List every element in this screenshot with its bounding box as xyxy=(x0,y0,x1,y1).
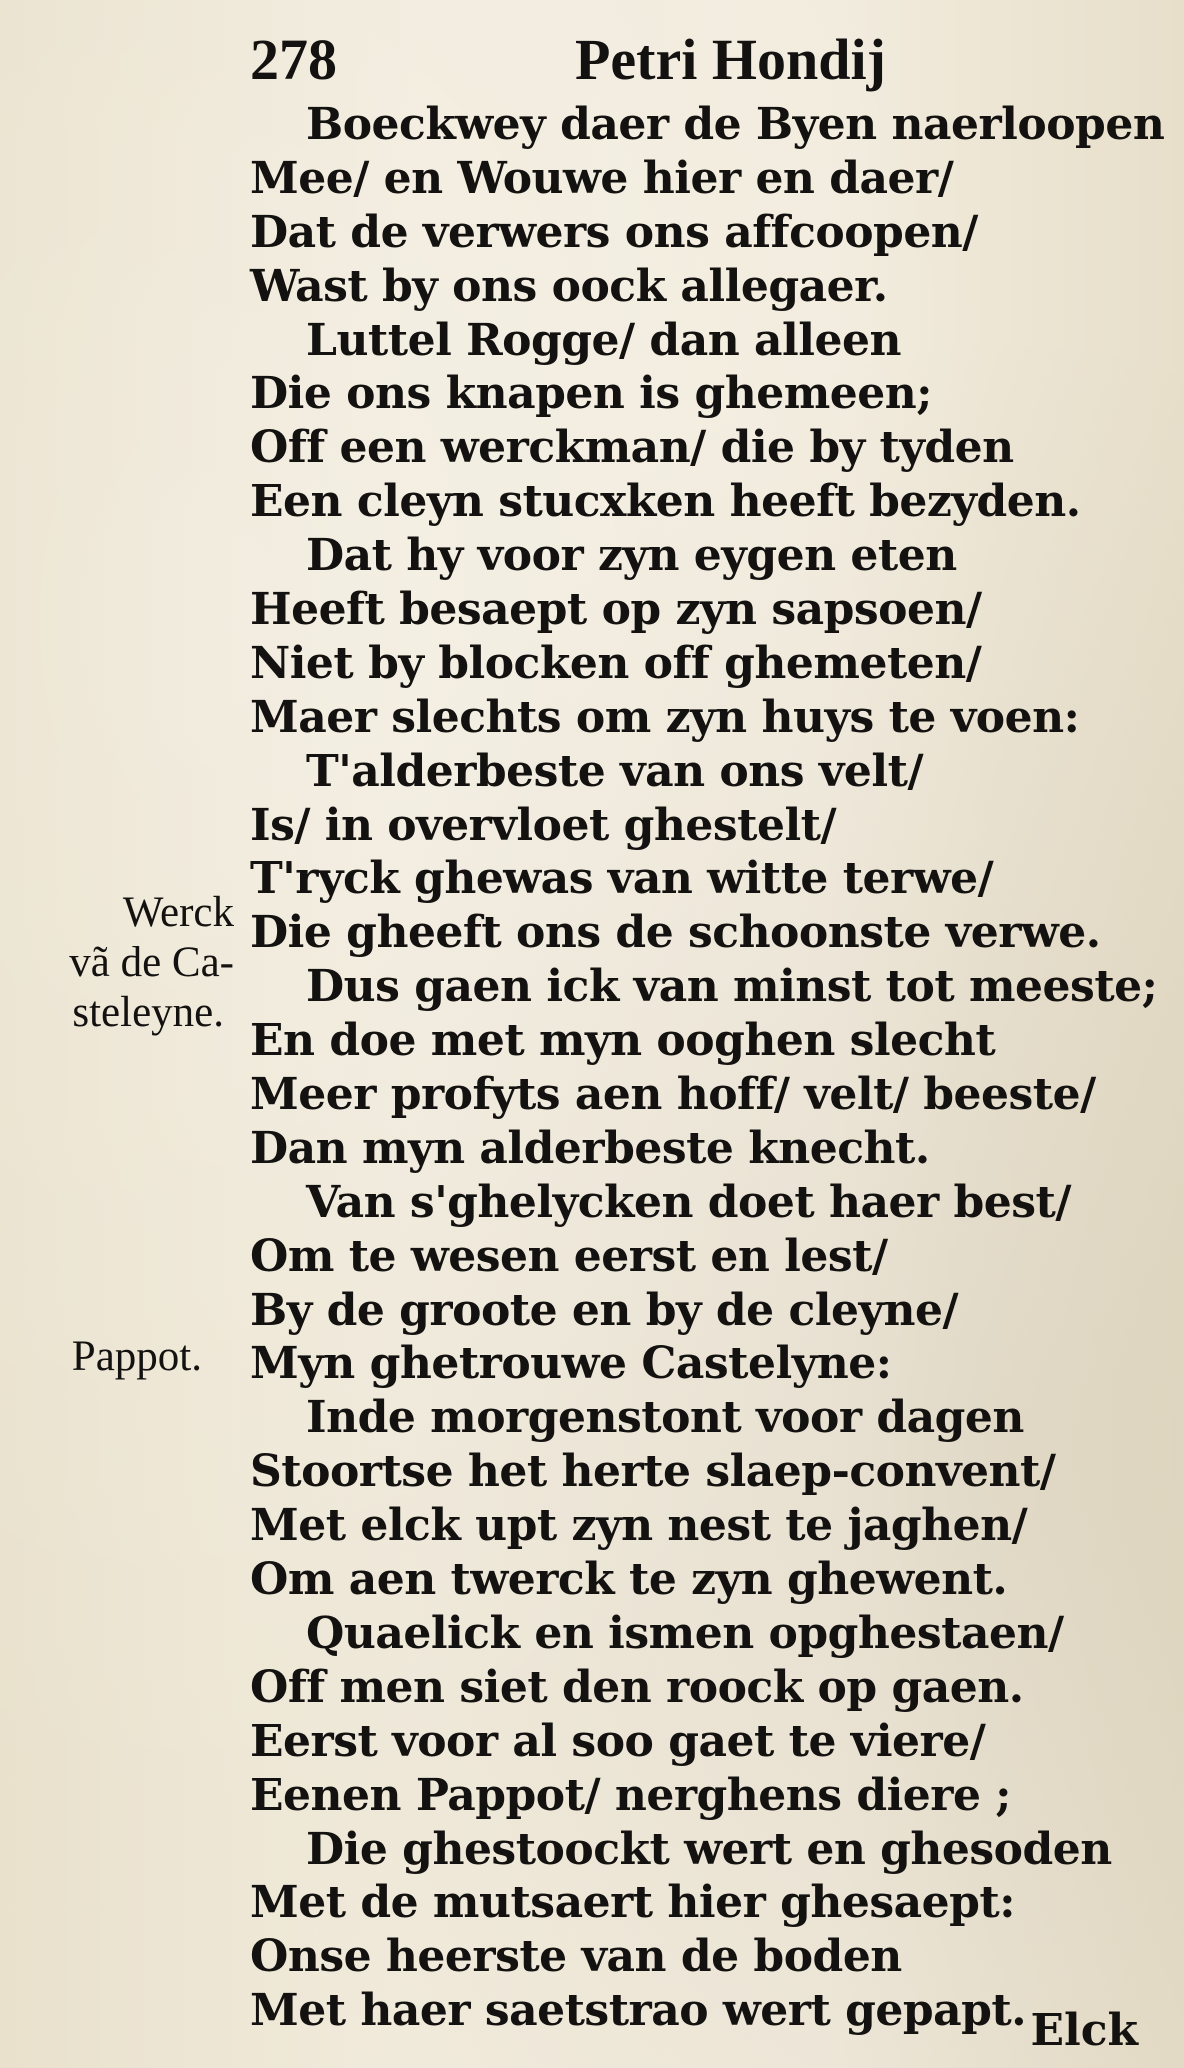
verse-line: Van s'ghelycken doet haer best/ xyxy=(306,1176,1071,1228)
verse-line: By de groote en by de cleyne/ xyxy=(250,1284,959,1336)
verse-line: Off men siet den roock op gaen. xyxy=(250,1661,1024,1713)
margin-note-castelyne-line-2: vã de Ca- xyxy=(69,939,234,986)
verse-line: Meer profyts aen hoff/ velt/ beeste/ xyxy=(250,1069,1096,1121)
verse-line: T'ryck ghewas van witte terwe/ xyxy=(250,853,994,905)
verse-line: Maer slechts om zyn huys te voen: xyxy=(250,691,1080,743)
verse-line: Luttel Rogge/ dan alleen xyxy=(306,314,901,366)
verse-line: Die gheeft ons de schoonste verwe. xyxy=(250,907,1101,959)
verse-line: Onse heerste van de boden xyxy=(250,1931,902,1983)
verse-line: Dus gaen ick van minst tot meeste; xyxy=(306,961,1158,1013)
poem-text xyxy=(250,98,1170,2038)
verse-line: Myn ghetrouwe Castelyne: xyxy=(250,1338,892,1390)
verse-line: Met elck upt zyn nest te jaghen/ xyxy=(250,1500,1028,1552)
verse-line: Dat de verwers ons affcoopen/ xyxy=(250,206,978,258)
verse-line: Met de mutsaert hier ghesaept: xyxy=(250,1877,1015,1929)
verse-line: Stoortse het herte slaep-convent/ xyxy=(250,1446,1056,1498)
verse-line: Off een werckman/ die by tyden xyxy=(250,422,1014,474)
verse-line: Een cleyn stucxken heeft bezyden. xyxy=(250,476,1081,528)
verse-line: Boeckwey daer de Byen naerloopen xyxy=(306,99,1165,150)
margin-note-castelyne-line-1: Werck xyxy=(122,889,234,936)
verse-line: Wast by ons oock allegaer. xyxy=(250,260,888,312)
verse-line: Eerst voor al soo gaet te viere/ xyxy=(250,1715,986,1767)
verse-line: Heeft besaept op zyn sapsoen/ xyxy=(250,584,982,636)
margin-note-castelyne-line-3: steleyne. xyxy=(72,989,224,1036)
verse-line: Niet by blocken off ghemeten/ xyxy=(250,637,982,689)
verse-line: Is/ in overvloet ghestelt/ xyxy=(250,799,837,851)
verse-line: Die ghestoockt wert en ghesoden xyxy=(306,1823,1112,1875)
page-header xyxy=(250,20,1010,100)
verse-line: Die ons knapen is ghemeen; xyxy=(250,368,932,420)
verse-line: Dan myn alderbeste knecht. xyxy=(250,1122,930,1174)
verse-line: T'alderbeste van ons velt/ xyxy=(306,745,924,797)
verse-line: Inde morgenstont voor dagen xyxy=(306,1392,1024,1444)
verse-line: Om te wesen eerst en lest/ xyxy=(250,1230,888,1282)
margin-note-pappot: Pappot. xyxy=(71,1333,202,1380)
verse-line: Dat hy voor zyn eygen eten xyxy=(306,530,957,582)
verse-line: Met haer saetstrao wert gepapt. xyxy=(250,1985,1027,2037)
catchword: Elck xyxy=(1030,2005,1138,2056)
verse-line: En doe met myn ooghen slecht xyxy=(250,1015,996,1067)
verse-line: Eenen Pappot/ nerghens diere ; xyxy=(250,1769,1012,1821)
running-head: Petri Hondij xyxy=(575,27,886,92)
verse-line: Quaelick en ismen opghestaen/ xyxy=(306,1607,1064,1659)
verse-line: Om aen twerck te zyn ghewent. xyxy=(250,1554,1008,1606)
page-number: 278 xyxy=(250,27,337,92)
verse-line: Mee/ en Wouwe hier en daer/ xyxy=(250,152,954,204)
